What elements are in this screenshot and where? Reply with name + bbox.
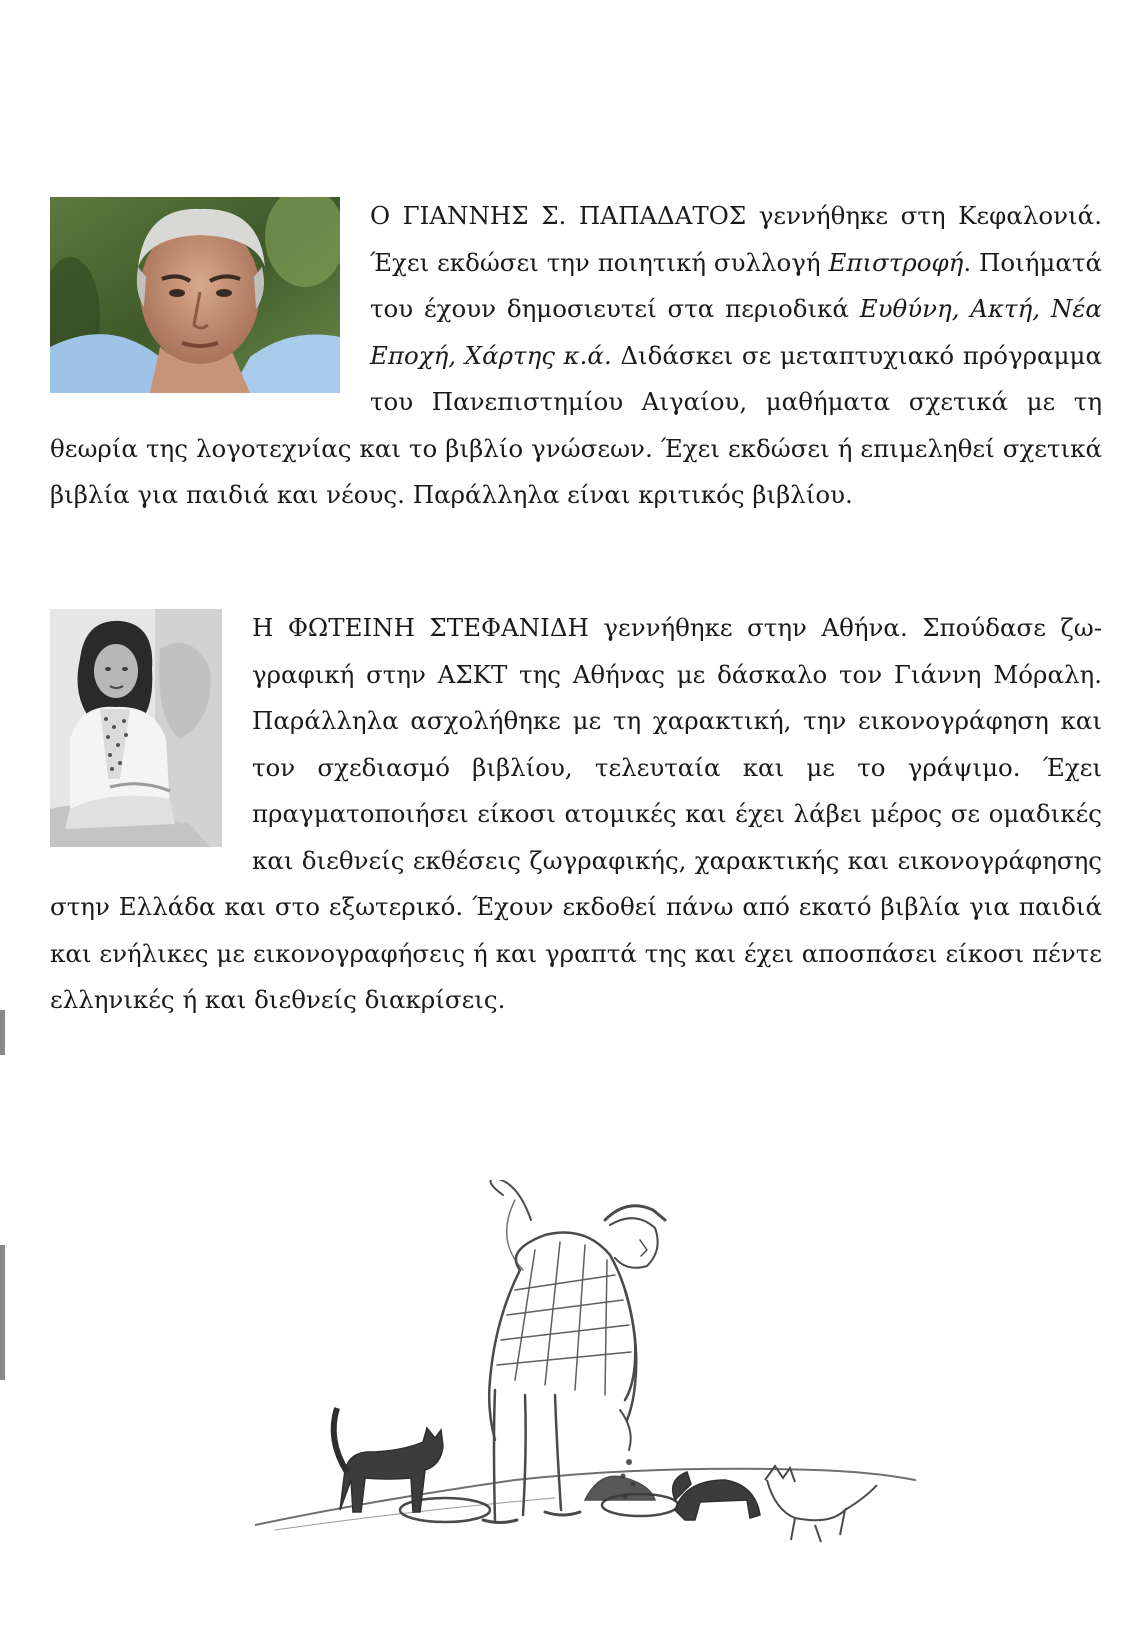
author-bio-text-3: Διδάσκει σε μεταπτυχιακό πρόγραμμα του Πανεπιστημίου Αιγαίου, μαθήματα σχετικά με τη θεωρία της λογοτεχνίας και το βιβλίο γνώσεων. Έχει εκδώσει ή επιμεληθεί σχετικά βιβλία για παιδιά και νέους. Παράλληλα είναι κριτικός βιβλίου. <box>50 340 1102 509</box>
illustrator-bio-text: γεννήθηκε στην Αθήνα. Σπούδασε ζωγραφική στην ΑΣΚΤ της Αθήνας με δάσκαλο τον Γιάννη Μόραλη. Παράλληλα ασχολήθηκε με τη χαρακτική, την εικονογράφηση και τον σχεδιασμό βιβλίου, τελευταία και με το γράψιμο. Έχει πραγματοποιήσει είκοσι ατομικές και έχει λάβει μέρος σε ομαδικές και διεθνείς εκθέσεις ζωγραφικής, χαρακτικής και εικονογράφησης στην Ελλάδα και στο εξωτερικό. Έχουν εκδοθεί πάνω από εκατό βιβλία για παιδιά και ενήλικες με εικονογραφήσεις ή και γραπτά της και έχει αποσπάσει είκοσι πέντε ελληνικές ή και διεθνείς διακρίσεις. <box>50 613 1102 1014</box>
author-bio-text-2: . Ποιήματά του έχουν δημοσιευτεί στα περιοδικά <box>370 247 1102 323</box>
illustrator-name: Η ΦΩΤΕΙΝΗ ΣΤΕΦΑΝΙΔΗ <box>252 613 589 642</box>
author-name: Ο ΓΙΑΝΝΗΣ Σ. ΠΑΠΑΔΑΤΟΣ <box>370 201 747 230</box>
scan-edge-mark <box>0 1010 5 1055</box>
author-bio <box>50 193 1102 519</box>
illustrator-portrait-photo <box>50 609 222 847</box>
author-portrait-photo <box>50 197 340 393</box>
illustrator-bio <box>50 605 1102 1024</box>
ink-illustration-man-feeding-cats <box>255 1180 935 1565</box>
author-book-title: Επιστροφή <box>828 247 964 277</box>
author-magazines: Ευθύνη, Ακτή, Νέα Εποχή, Χάρτης κ.ά. <box>370 294 1102 370</box>
scan-edge-mark <box>0 1245 5 1380</box>
author-bio-text-1: γεννήθηκε στη Κεφαλονιά. Έχει εκδώσει την ποιητική συλλογή <box>370 201 1102 277</box>
